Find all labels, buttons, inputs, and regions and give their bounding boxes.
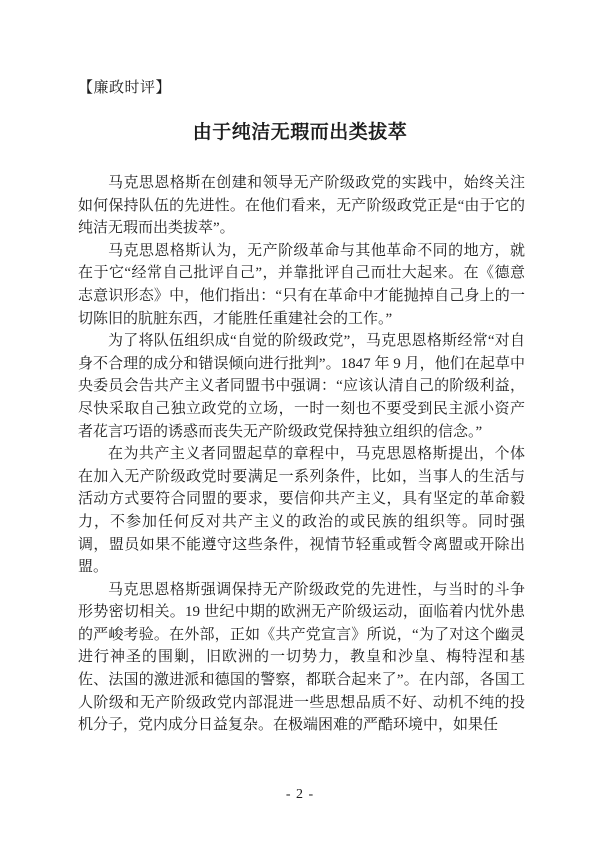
article-paragraph: 马克思恩格斯在创建和领导无产阶级政党的实践中，始终关注如何保持队伍的先进性。在他们看来，无产阶级政党正是“由于它的纯洁无瑕而出类拔萃”。 xyxy=(78,175,525,237)
article-paragraph: 马克思恩格斯强调保持无产阶级政党的先进性，与当时的斗争形势密切相关。19 世纪中期的欧洲无产阶级运动，面临着内忧外患的严峻考验。在外部，正如《共产党宣言》所说，“为了对这个幽灵进行神圣的围剿，旧欧洲的一切势力，教皇和沙皇、梅特涅和基佐、法国的激进派和德国的警察，都联合起来了”。在内部，各国工人阶级和无产阶级政党内部混进一些思想品质不好、动机不纯的投机分子，党内成分日益复杂。在极端困难的严酷环境中，如果任 xyxy=(78,581,525,734)
article-body xyxy=(78,172,525,737)
page-number: - 2 - xyxy=(285,787,315,802)
section-tag: 【廉政时评】 xyxy=(78,80,172,96)
article-title: 由于纯洁无瑕而出类拔萃 xyxy=(192,122,408,143)
article-paragraph: 为了将队伍组织成“自觉的阶级政党”，马克思恩格斯经常“对自身不合理的成分和错误倾向进行批判”。1847 年 9 月，他们在起草中央委员会告共产主义者同盟书中强调：“应该认清自己的阶级利益，尽快采取自己独立政党的立场，一时一刻也不要受到民主派小资产者花言巧语的诱惑而丧失无产阶级政党保持独立组织的信念。” xyxy=(78,333,525,440)
article-paragraph: 在为共产主义者同盟起草的章程中，马克思恩格斯提出，个体在加入无产阶级政党时要满足一系列条件，比如，当事人的生活与活动方式要符合同盟的要求，要信仰共产主义，具有坚定的革命毅力，不参加任何反对共产主义的政治的或民族的组织等。同时强调，盟员如果不能遵守这些条件，视情节轻重或暂令离盟或开除出盟。 xyxy=(78,446,525,576)
article-paragraph: 马克思恩格斯认为，无产阶级革命与其他革命不同的地方，就在于它“经常自己批评自己”，并靠批评自己而壮大起来。在《德意志意识形态》中，他们指出：“只有在革命中才能抛掉自己身上的一切陈旧的肮脏东西，才能胜任重建社会的工作。” xyxy=(78,242,525,327)
